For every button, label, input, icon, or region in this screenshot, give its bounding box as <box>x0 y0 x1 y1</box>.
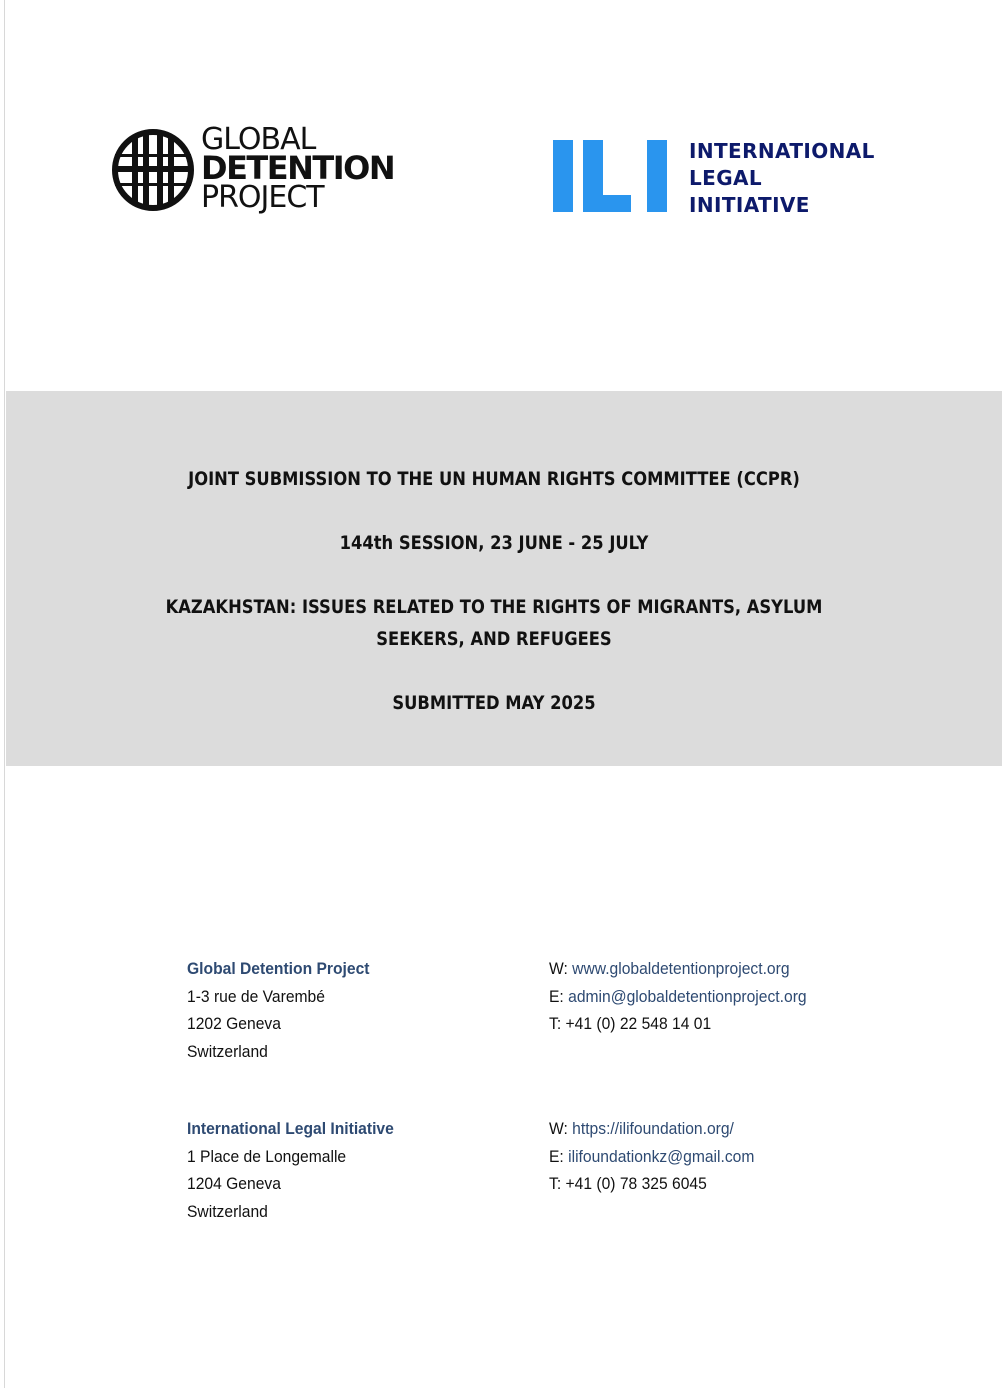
ili-street: 1 Place de Longemalle <box>187 1146 347 1166</box>
gdp-wordmark-line-2: DETENTION <box>201 149 395 187</box>
gdp-website-row <box>549 955 807 983</box>
title-band <box>6 391 1002 766</box>
gdp-wordmark-line-1: GLOBAL <box>201 122 316 157</box>
gdp-phone: T: +41 (0) 22 548 14 01 <box>549 1014 712 1033</box>
ili-country: Switzerland <box>187 1201 268 1221</box>
gdp-city: 1202 Geneva <box>187 1014 281 1033</box>
ili-website-prefix: W: <box>549 1119 573 1138</box>
ili-wordmark <box>689 138 893 219</box>
ili-website-row <box>549 1115 754 1143</box>
ili-wordmark-line-1: INTERNATIONAL <box>689 139 875 163</box>
title-submitted-date: SUBMITTED MAY 2025 <box>392 692 596 714</box>
gdp-website-link[interactable]: www.globaldetentionproject.org <box>572 959 790 978</box>
gdp-email-row <box>549 983 807 1011</box>
gdp-street: 1-3 rue de Varembé <box>187 986 325 1006</box>
title-topic-line-2: SEEKERS, AND REFUGEES <box>376 628 612 650</box>
gdp-logo <box>111 122 401 217</box>
gdp-website-prefix: W: <box>549 959 573 978</box>
title-submission: JOINT SUBMISSION TO THE UN HUMAN RIGHTS COMMITTEE (CCPR) <box>188 468 800 490</box>
ili-email-link[interactable]: ilifoundationkz@gmail.com <box>568 1146 755 1166</box>
prison-bars-globe-icon <box>111 128 195 212</box>
ili-contact-block <box>549 1115 772 1198</box>
ili-website-link[interactable]: https://ilifoundation.org/ <box>572 1119 734 1138</box>
gdp-country: Switzerland <box>187 1041 268 1061</box>
ili-city: 1204 Geneva <box>187 1174 281 1193</box>
ili-phone: T: +41 (0) 78 325 6045 <box>549 1174 707 1193</box>
gdp-email-link[interactable]: admin@globaldetentionproject.org <box>568 986 807 1006</box>
title-session: 144th SESSION, 23 JUNE - 25 JULY <box>339 532 649 554</box>
title-topic-line-1: KAZAKHSTAN: ISSUES RELATED TO THE RIGHTS OF MIGRANTS, ASYLUM <box>165 596 823 618</box>
gdp-contact-block <box>549 955 829 1038</box>
ili-email-row <box>549 1143 754 1171</box>
gdp-address-block <box>187 955 385 1065</box>
ili-mark-logo <box>553 140 669 212</box>
gdp-org-name: Global Detention Project <box>187 959 370 978</box>
gdp-wordmark-line-3: PROJECT <box>201 180 324 215</box>
gdp-wordmark <box>201 122 401 217</box>
page-edge <box>4 0 5 1388</box>
ili-wordmark-line-3: INITIATIVE <box>689 193 810 217</box>
ili-address-block <box>187 1115 412 1225</box>
gdp-email-prefix: E: <box>549 986 569 1006</box>
ili-wordmark-line-2: LEGAL <box>689 166 763 190</box>
ili-email-prefix: E: <box>549 1146 569 1166</box>
ili-logo <box>553 138 893 218</box>
ili-org-name: International Legal Initiative <box>187 1119 394 1138</box>
